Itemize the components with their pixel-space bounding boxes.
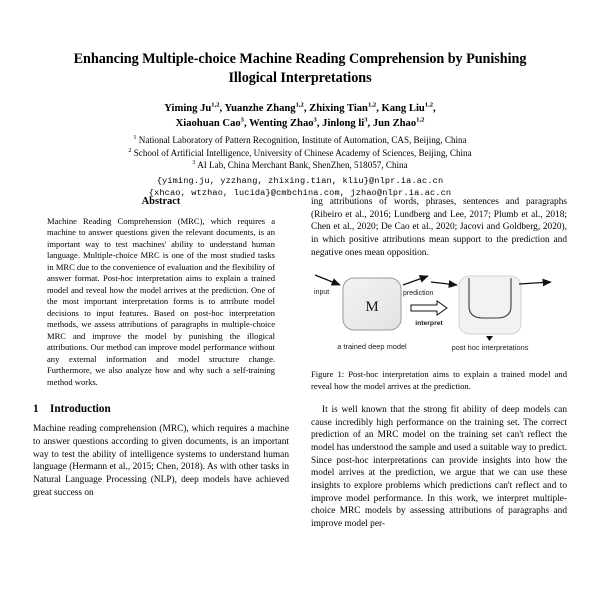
author-separator: , (303, 103, 310, 115)
author-separator: , (243, 117, 250, 129)
affiliation-marker: 1 (133, 134, 137, 142)
author-line-2 (58, 117, 542, 132)
input-label: input (314, 289, 330, 297)
author-affiliation-marker: 1,2 (424, 101, 434, 109)
section-number: 1 (33, 403, 39, 416)
author-name: Jinlong li (322, 117, 365, 129)
right-column-paragraph: It is well known that the strong fit ability of deep models can cause incredibly high performance on the training set. The correct prediction of an MRC model on the training set can't reflect the model has understood the sample and used a suitable way to predict. Since post-hoc interpretations can provide insights into how the model arrives at the prediction, we argue that we can use these insights to explore problems which predictions can't reflect and to improve model performance. In this work, we interpret multiple-choice MRC models by assessing attributions of paragraphs and improve model per- (311, 405, 567, 530)
author-name: Yiming Ju (164, 103, 212, 115)
author-affiliation-marker: 3 (313, 116, 317, 124)
model-symbol-label: M (365, 299, 379, 316)
interpretation-box (459, 276, 521, 334)
author-affiliation-marker: 1,2 (295, 101, 304, 109)
abstract-heading: Abstract (141, 196, 181, 207)
figure-1 (311, 270, 567, 392)
section-title: Introduction (50, 403, 111, 416)
affiliation-text: School of Artificial Intelligence, University of Chinese Academy of Sciences, Beijing, China (133, 147, 472, 158)
author-affiliation-marker: 1,2 (211, 101, 220, 109)
interpret-label: interpret (415, 320, 443, 328)
author-name: Xiaohuan Cao (175, 117, 241, 129)
author-separator: , (367, 117, 373, 129)
author-affiliation-marker: 1,2 (367, 101, 377, 109)
interpretation-output-arrow (519, 282, 551, 284)
affiliation-item (58, 147, 542, 159)
interpretation-input-arrow (431, 282, 457, 285)
affiliation-marker: 2 (128, 146, 132, 154)
author-affiliation-marker: 1,2 (416, 116, 425, 124)
introduction-paragraph: Machine reading comprehension (MRC), which requires a machine to answer questions according to given documents, is an important way to test the ability of intelligence systems to understand human language (Hermann et al., 2015; Chen, 2018). As with other tasks in Natural Language Processing (NLP), deep models have achieved great success on (33, 424, 289, 498)
post-hoc-interpretation-diagram (311, 270, 567, 358)
interpretation-caption: post hoc interpretations (451, 343, 529, 353)
author-list (58, 102, 542, 131)
prediction-label: prediction (403, 290, 434, 298)
right-column (311, 196, 567, 600)
email-line: {xhcao, wtzhao, lucida}@cmbchina.com, jzhao@nlpr.ia.ac.cn (148, 188, 452, 199)
affiliation-list (58, 134, 542, 171)
affiliation-marker: 3 (192, 159, 196, 167)
author-name: Wenting Zhao (249, 117, 314, 129)
abstract-body (33, 216, 289, 388)
affiliation-text: AI Lab, China Merchant Bank, ShenZhen, 518057, China (197, 160, 408, 171)
right-column-body (311, 404, 567, 531)
figure-1-caption (311, 369, 567, 392)
paper-header (0, 0, 600, 200)
right-column-continued-text (311, 196, 567, 259)
introduction-heading (33, 403, 289, 415)
email-line: {yiming.ju, yzzhang, zhixing.tian, kliu}@nlpr.ia.ac.cn (156, 175, 444, 186)
affiliation-item (58, 159, 542, 171)
affiliation-text: National Laboratory of Pattern Recognition, Institute of Automation, CAS, Beijing, China (138, 135, 467, 146)
figure-caption-text: Post-hoc interpretation aims to explain a trained model and reveal how the model arrives at the prediction. (311, 369, 567, 391)
continued-paragraph: ing attributions of words, phrases, sentences and paragraphs (Ribeiro et al., 2016; Lundberg and Lee, 2017; Plumb et al., 2018; Chen et al., 2020; De Cao et al., 2020; Jacovi and Goldberg, 2020), in which positive attributions mean support to the prediction and negative ones mean opposition. (311, 197, 567, 258)
interpret-block-arrow (411, 301, 447, 315)
page-title: Enhancing Multiple-choice Machine Reading Comprehension by Punishing Illogical Interpretations (73, 51, 527, 87)
prediction-arrow (403, 276, 428, 285)
author-separator: , (219, 103, 225, 115)
author-line-1 (58, 102, 542, 117)
author-separator: , (433, 103, 436, 115)
interpretation-pointer-icon (486, 336, 493, 341)
author-separator: , (316, 117, 323, 129)
input-arrow (315, 275, 340, 285)
left-column (33, 196, 289, 600)
trained-model-caption: a trained deep model (337, 342, 407, 352)
affiliation-item (58, 134, 542, 146)
author-name: Zhixing Tian (309, 103, 368, 115)
abstract-text: Machine Reading Comprehension (MRC), which requires a machine to answer questions given the relevant documents, is an important way to test machines' ability to understand human language. Multiple-choice MRC is one of the most studied tasks in MRC due to the convenience of evaluation and the flexibility of answer format. Post-hoc interpretation aims to explain a trained model and reveal how the model arrives at the prediction. One of the most important interpretation forms is to attribute model decisions to input features. Based on post-hoc interpretation methods, we assess attributions of paragraphs in multiple-choice MRC and improve the model by punishing the illogical attributions. Our method can improve model performance without any external information and model structure change. Furthermore, we also analyze how and why such a self-training method works. (47, 216, 275, 387)
author-affiliation-marker: 3 (364, 116, 368, 124)
author-name: Jun Zhao (372, 117, 417, 129)
author-affiliation-marker: 3 (240, 116, 244, 124)
author-name: Kang Liu (381, 103, 425, 115)
author-separator: , (376, 103, 382, 115)
introduction-body (33, 423, 289, 499)
author-name: Yuanzhe Zhang (224, 103, 296, 115)
body-columns (0, 196, 600, 600)
figure-label: Figure 1: (311, 369, 345, 380)
figure-1-graphic (311, 270, 567, 358)
